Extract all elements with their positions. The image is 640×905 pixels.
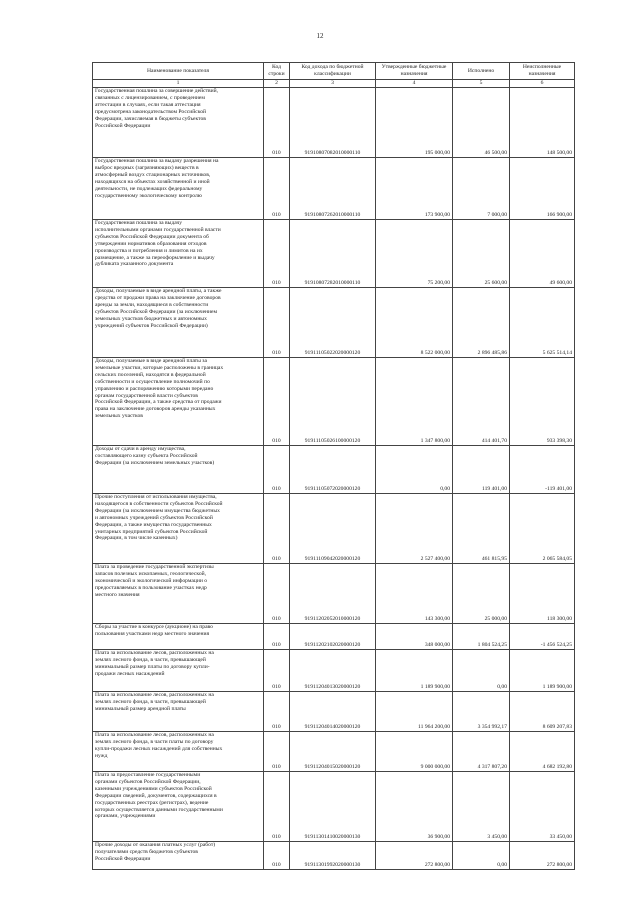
approved-amount-cell: 36 900,00 [376,772,453,842]
line-code-cell: 010 [264,624,290,650]
approved-amount-cell: 0,00 [376,446,453,494]
approved-amount-cell: 173 900,00 [376,158,453,220]
executed-amount-cell: 0,00 [453,842,510,870]
indicator-name-cell: Плата за использование лесов, расположенных на землях лесного фонда, в части платы по договору купли-продажи лесных насаждений для собственных нужд [93,732,264,772]
table-row [93,650,575,692]
remaining-amount-cell: 1 189 900,00 [510,650,575,692]
column-index: 4 [376,80,453,88]
indicator-name-cell: Доходы, получаемые в виде арендной платы, а также средства от продажи права на заключение договоров аренды за земли, находящиеся в собственности субъектов Российской Федерации (за исключением земельных участков бюджетных и автономных учреждений субъектов Российской Федерации) [93,288,264,358]
line-code-cell: 010 [264,842,290,870]
approved-amount-cell: 11 964 200,00 [376,692,453,732]
remaining-amount-cell: 166 900,00 [510,158,575,220]
approved-amount-cell: 143 300,00 [376,564,453,624]
approved-amount-cell: 2 527 400,00 [376,494,453,564]
indicator-name-cell: Сборы за участие в конкурсе (аукционе) на право пользования участками недр местного значения [93,624,264,650]
remaining-amount-cell: 272 800,00 [510,842,575,870]
executed-amount-cell: 46 500,00 [453,88,510,158]
line-code-cell: 010 [264,650,290,692]
table-row [93,88,575,158]
executed-amount-cell: 3 354 992,17 [453,692,510,732]
approved-amount-cell: 272 800,00 [376,842,453,870]
remaining-amount-cell: -119 401,00 [510,446,575,494]
line-code-cell: 010 [264,88,290,158]
line-code-cell: 010 [264,494,290,564]
remaining-amount-cell: 4 682 192,80 [510,732,575,772]
table-row [93,564,575,624]
table-row [93,624,575,650]
line-code-cell: 010 [264,564,290,624]
remaining-amount-cell: 2 065 584,05 [510,494,575,564]
column-index: 3 [290,80,376,88]
classification-code-cell: 91911204014020000120 [290,692,376,732]
executed-amount-cell: 7 000,00 [453,158,510,220]
remaining-amount-cell: 49 600,00 [510,220,575,288]
indicator-name-cell: Доходы, получаемые в виде арендной платы за земельные участки, которые расположены в границах сельских поселений, находятся в федеральной собственности и осуществление полномочий по управлению и распоряжению которыми передано органам государственной власти субъектов Российской Федерации, а также средства от продажи права на заключение договоров аренды указанных земельных участков [93,358,264,446]
table-row [93,446,575,494]
line-code-cell: 010 [264,158,290,220]
executed-amount-cell: 25 000,00 [453,564,510,624]
approved-amount-cell: 348 000,00 [376,624,453,650]
approved-amount-cell: 75 200,00 [376,220,453,288]
header-executed: Исполнено [453,63,510,80]
table-row [93,732,575,772]
executed-amount-cell: 461 815,95 [453,494,510,564]
executed-amount-cell: 3 450,00 [453,772,510,842]
executed-amount-cell: 1 804 524,25 [453,624,510,650]
table-row [93,494,575,564]
remaining-amount-cell: 8 609 207,83 [510,692,575,732]
indicator-name-cell: Плата за предоставление государственными органами субъектов Российской Федерации, казенными учреждениями субъектов Российской Федерации сведений, документов, содержащихся в государственных реестрах (регистрах), ведение которых осуществляется данными государственными органами, учреждениями [93,772,264,842]
approved-amount-cell: 1 347 800,00 [376,358,453,446]
indicator-name-cell: Прочие доходы от оказания платных услуг (работ) получателями средств бюджетов субъектов Российской Федерации [93,842,264,870]
approved-amount-cell: 1 189 900,00 [376,650,453,692]
line-code-cell: 010 [264,732,290,772]
executed-amount-cell: 4 317 807,20 [453,732,510,772]
table-row [93,358,575,446]
remaining-amount-cell: 118 300,00 [510,564,575,624]
classification-code-cell: 91911105072020000120 [290,446,376,494]
classification-code-cell: 91911105022020000120 [290,288,376,358]
classification-code-cell: 91911202102020000120 [290,624,376,650]
line-code-cell: 010 [264,446,290,494]
indicator-name-cell: Государственная пошлина за выдачу разрешения на выброс вредных (загрязняющих) веществ в атмосферный воздух стационарных источников, находящихся на объектах хозяйственной и иной деятельности, не подлежащих федеральному государственному экологическому контролю [93,158,264,220]
executed-amount-cell: 2 896 485,86 [453,288,510,358]
remaining-amount-cell: 148 500,00 [510,88,575,158]
column-index: 1 [93,80,264,88]
header-approved: Утвержденные бюджетные назначения [376,63,453,80]
table-row [93,842,575,870]
line-code-cell: 010 [264,358,290,446]
header-line-code: Код строки [264,63,290,80]
table-row [93,220,575,288]
indicator-name-cell: Плата за проведение государственной экспертизы запасов полезных ископаемых, геологической, экономической и экологической информации о предоставляемых в пользование участках недр местного значения [93,564,264,624]
remaining-amount-cell: 5 625 514,14 [510,288,575,358]
indicator-name-cell: Плата за использование лесов, расположенных на землях лесного фонда, в части, превышающей минимальный размер арендной платы [93,692,264,732]
indicator-name-cell: Доходы от сдачи в аренду имущества, составляющего казну субъекта Российской Федерации (за исключением земельных участков) [93,446,264,494]
executed-amount-cell: 0,00 [453,650,510,692]
classification-code-cell: 91910807082010000110 [290,88,376,158]
approved-amount-cell: 9 000 000,00 [376,732,453,772]
executed-amount-cell: 414 401,70 [453,358,510,446]
remaining-amount-cell: 933 398,30 [510,358,575,446]
line-code-cell: 010 [264,772,290,842]
remaining-amount-cell: -1 456 524,25 [510,624,575,650]
table-row [93,772,575,842]
line-code-cell: 010 [264,288,290,358]
table-row [93,158,575,220]
line-code-cell: 010 [264,692,290,732]
classification-code-cell: 91911202052010000120 [290,564,376,624]
classification-code-cell: 91911109042020000120 [290,494,376,564]
header-remaining: Неисполненные назначения [510,63,575,80]
indicator-name-cell: Прочие поступления от использования имущества, находящегося в собственности субъектов Российской Федерации (за исключением имущества бюджетных и автономных учреждений субъектов Российской Федерации, а также имущества государственных унитарных предприятий субъектов Российской Федерации, в том числе казенных) [93,494,264,564]
classification-code-cell: 91910807282010000110 [290,220,376,288]
table-row [93,692,575,732]
header-classification-code: Код дохода по бюджетной классификации [290,63,376,80]
column-index: 5 [453,80,510,88]
approved-amount-cell: 195 000,00 [376,88,453,158]
remaining-amount-cell: 33 450,00 [510,772,575,842]
executed-amount-cell: 25 600,00 [453,220,510,288]
approved-amount-cell: 8 522 000,00 [376,288,453,358]
column-index: 6 [510,80,575,88]
classification-code-cell: 91911301992020000130 [290,842,376,870]
classification-code-cell: 91911204013020000120 [290,650,376,692]
classification-code-cell: 91911204015020000120 [290,732,376,772]
page-number: 12 [316,32,324,40]
header-indicator-name: Наименование показателя [93,63,264,80]
indicator-name-cell: Государственная пошлина за выдачу исполнительными органами государственной власти субъектов Российской Федерации документа об утверждении нормативов образования отходов производства и потребления и лимитов на их размещение, а также за переоформление и выдачу дубликата указанного документа [93,220,264,288]
column-index: 2 [264,80,290,88]
classification-code-cell: 91910807262010000110 [290,158,376,220]
line-code-cell: 010 [264,220,290,288]
classification-code-cell: 91911301410020000130 [290,772,376,842]
table-row [93,288,575,358]
executed-amount-cell: 119 401,00 [453,446,510,494]
indicator-name-cell: Государственная пошлина за совершение действий, связанных с лицензированием, с проведением аттестации в случаях, если такая аттестация предусмотрена законодательством Российской Федерации, зачисляемая в бюджеты субъектов Российской Федерации [93,88,264,158]
indicator-name-cell: Плата за использование лесов, расположенных на землях лесного фонда, в части, превышающей минимальный размер платы по договору купли- продажи лесных насаждений [93,650,264,692]
budget-income-table [92,62,575,870]
classification-code-cell: 91911105026100000120 [290,358,376,446]
